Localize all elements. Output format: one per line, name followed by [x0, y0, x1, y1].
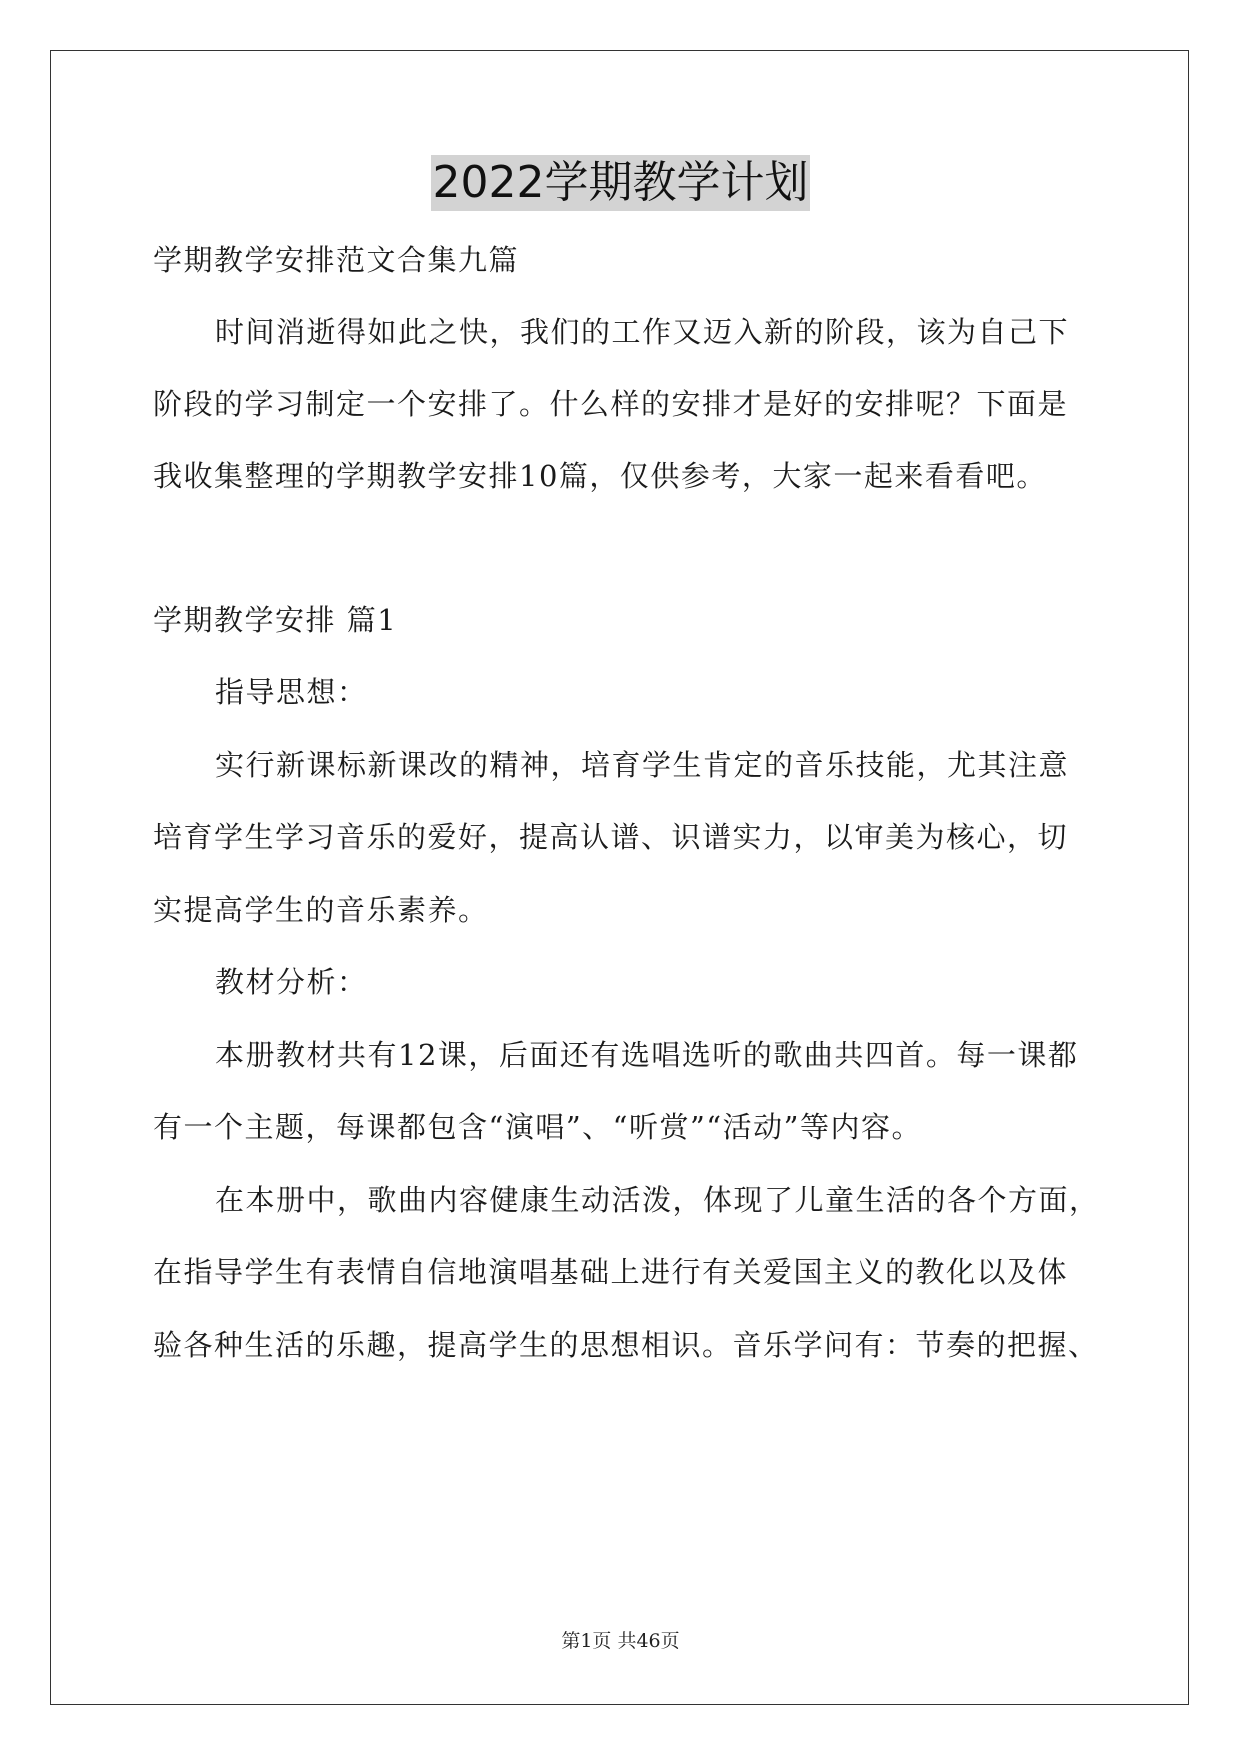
section-heading: 学期教学安排 篇1	[153, 603, 398, 637]
paragraph-line: 培育学生学习音乐的爱好，提高认谱、识谱实力，以审美为核心，切	[153, 820, 1069, 854]
subheading: 指导思想：	[215, 675, 368, 709]
paragraph-line: 本册教材共有12课，后面还有选唱选听的歌曲共四首。每一课都	[215, 1038, 1079, 1072]
paragraph-line: 实提高学生的音乐素养。	[153, 893, 489, 927]
paragraph-line: 在指导学生有表情自信地演唱基础上进行有关爱国主义的教化以及体	[153, 1255, 1069, 1289]
paragraph-line: 有一个主题，每课都包含“演唱”、“听赏”“活动”等内容。	[153, 1110, 922, 1144]
subheading: 教材分析：	[215, 965, 368, 999]
document-title: 2022学期教学计划	[431, 155, 811, 211]
page-footer: 第1页 共46页	[561, 1630, 680, 1652]
paragraph-line: 阶段的学习制定一个安排了。什么样的安排才是好的安排呢？下面是	[153, 387, 1069, 421]
paragraph-line: 我收集整理的学期教学安排10篇，仅供参考，大家一起来看看吧。	[153, 459, 1047, 493]
paragraph-line: 在本册中，歌曲内容健康生动活泼，体现了儿童生活的各个方面，	[215, 1183, 1100, 1217]
title-container	[0, 155, 1241, 211]
page-border	[50, 50, 1189, 1705]
paragraph-line: 时间消逝得如此之快，我们的工作又迈入新的阶段，该为自己下	[215, 315, 1070, 349]
paragraph-line: 验各种生活的乐趣，提高学生的思想相识。音乐学问有：节奏的把握、	[153, 1328, 1099, 1362]
paragraph-line: 实行新课标新课改的精神，培育学生肯定的音乐技能，尤其注意	[215, 748, 1070, 782]
subtitle: 学期教学安排范文合集九篇	[153, 243, 520, 277]
